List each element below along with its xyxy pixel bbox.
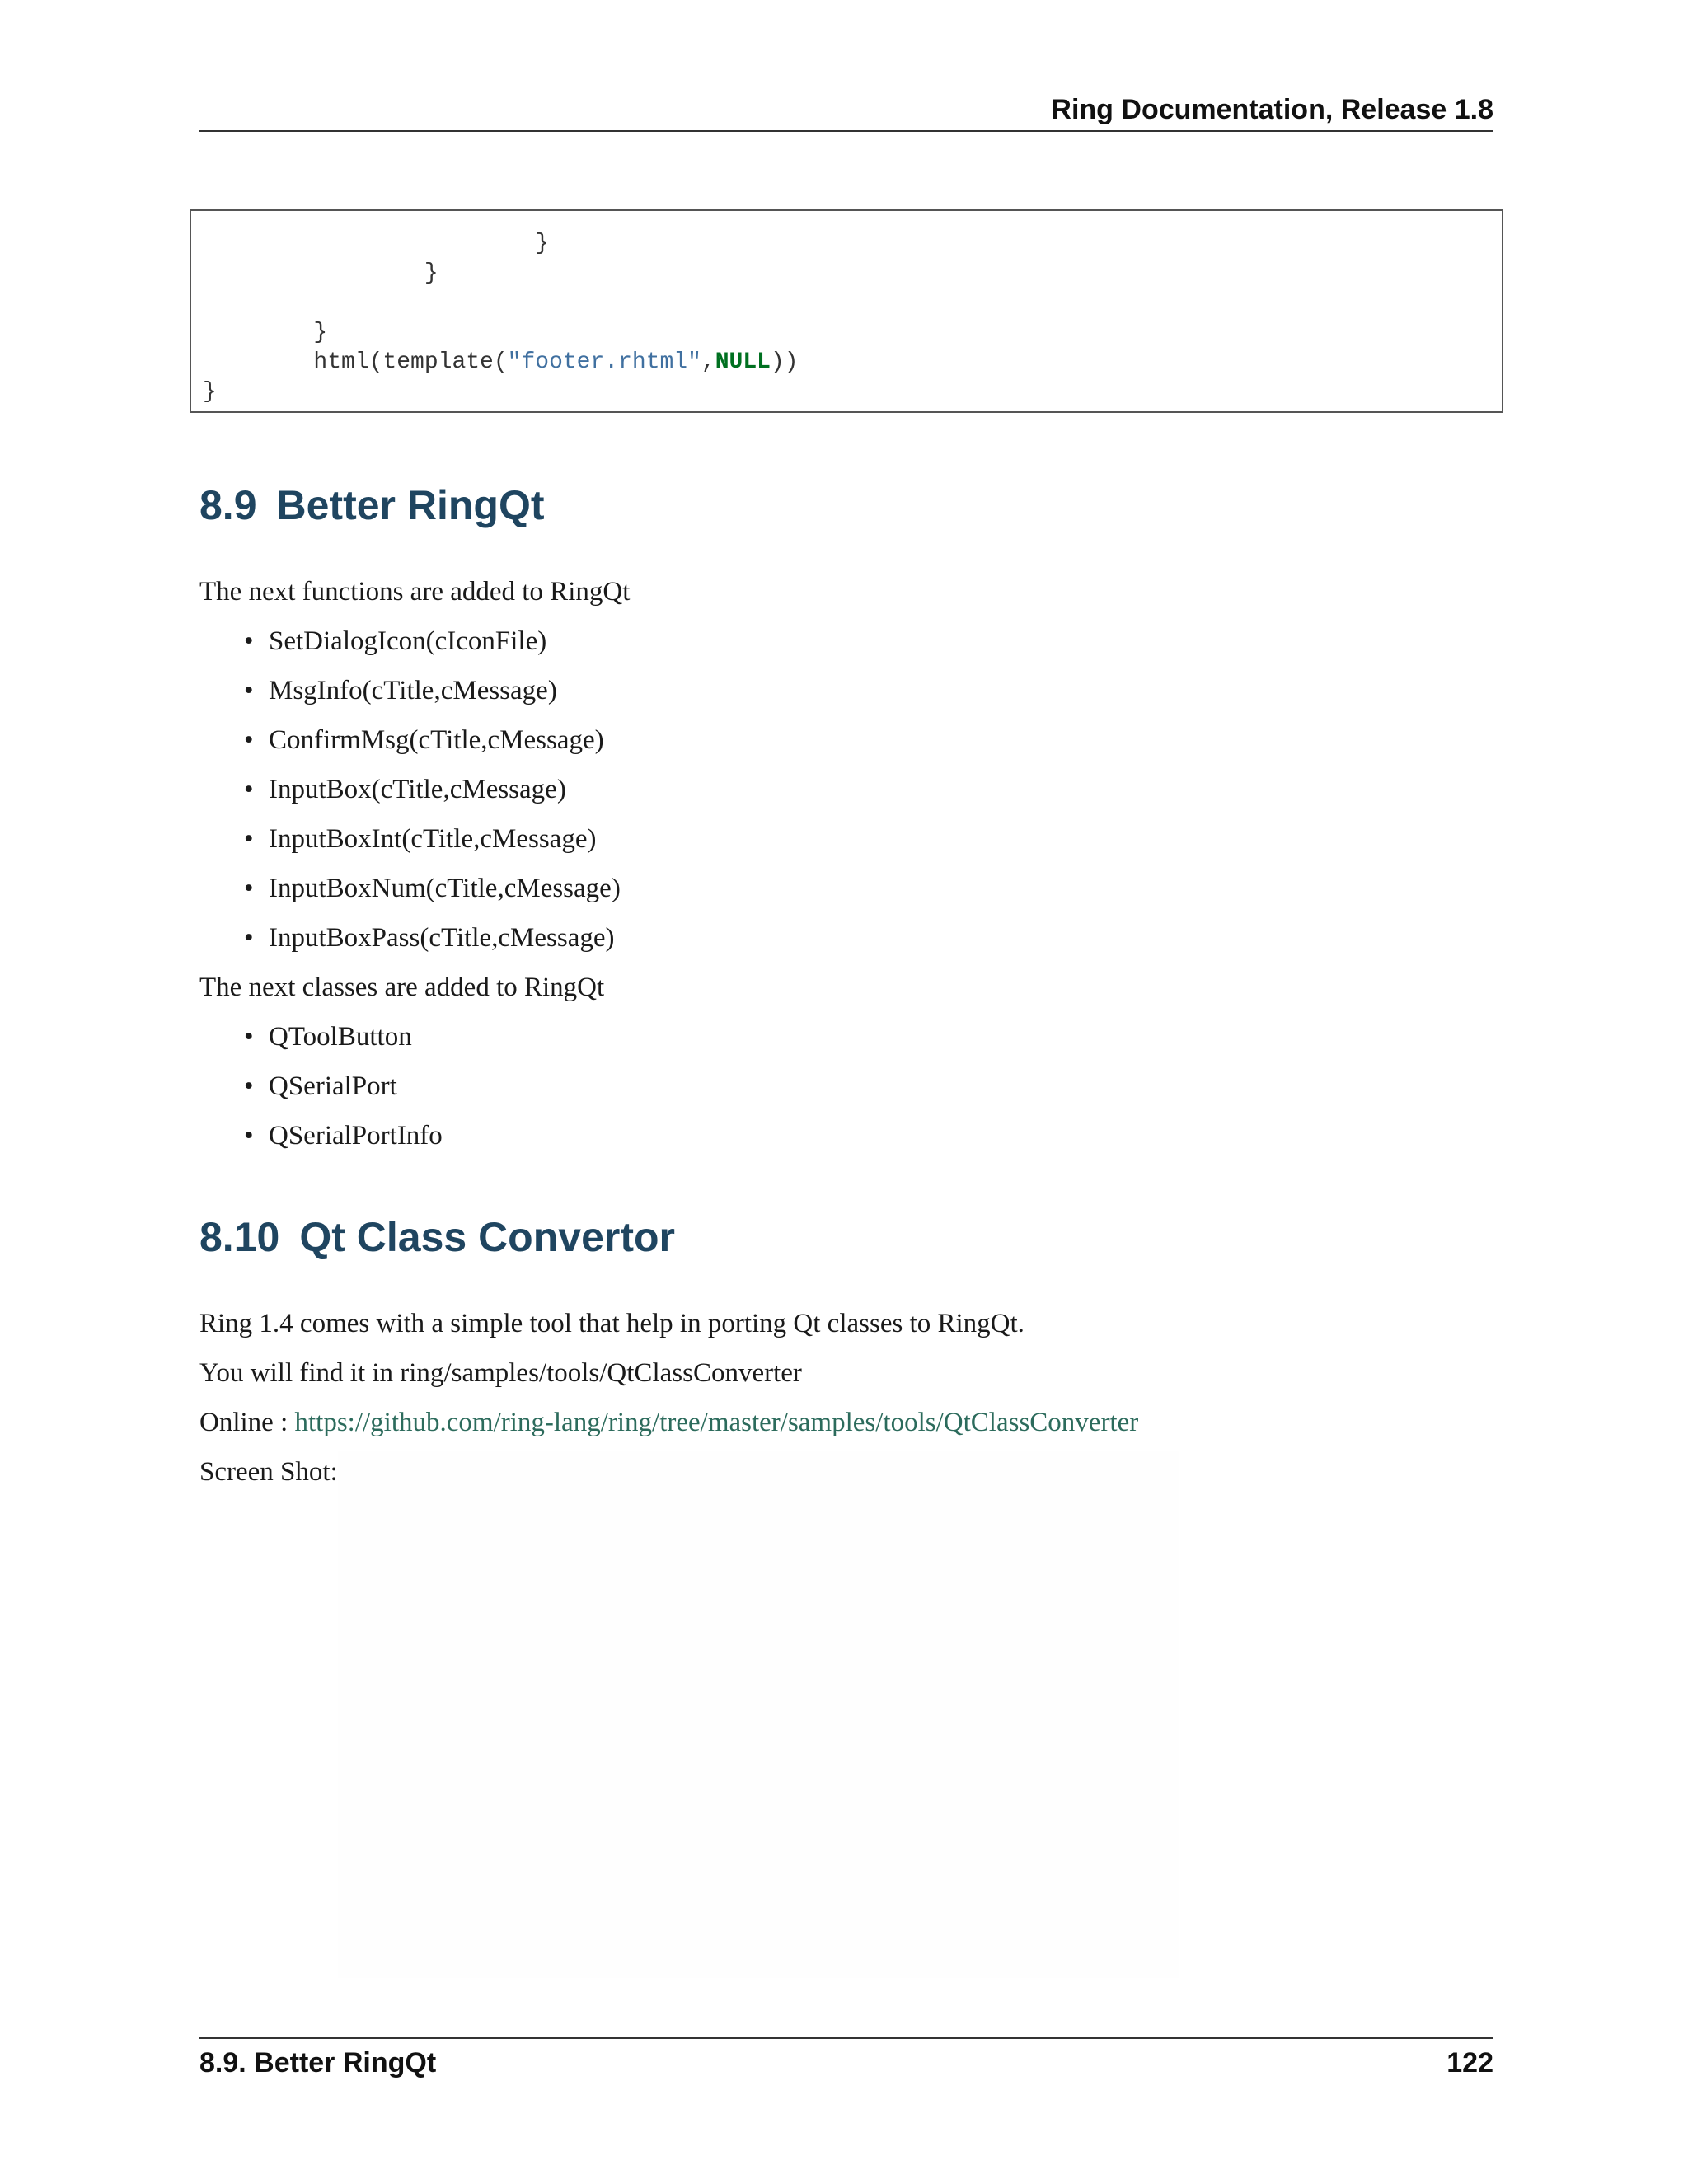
code-keyword: NULL (715, 349, 771, 375)
paragraph-functions-intro: The next functions are added to RingQt (199, 577, 631, 607)
paragraph-tool-intro: Ring 1.4 comes with a simple tool that help in porting Qt classes to RingQt. (199, 1309, 1025, 1338)
code-line: } (424, 260, 438, 286)
code-line: } (535, 231, 550, 256)
paragraph-screenshot-label: Screen Shot: (199, 1457, 338, 1487)
list-item: • InputBoxPass(cTitle,cMessage) (244, 923, 615, 953)
code-line: } (313, 320, 328, 345)
running-header (199, 89, 1493, 132)
list-item: • ConfirmMsg(cTitle,cMessage) (244, 725, 604, 755)
section-heading-8-9: 8.9 Better RingQt (199, 482, 545, 528)
screenshot-placeholder (338, 1451, 1179, 1978)
code-line: } (203, 379, 217, 405)
functions-list (244, 625, 621, 971)
running-footer (199, 2037, 1493, 2087)
code-string: "footer.rhtml" (507, 349, 701, 375)
section-heading-8-10: 8.10 Qt Class Convertor (199, 1214, 675, 1260)
list-item: • QToolButton (244, 1022, 412, 1052)
list-item: • InputBoxNum(cTitle,cMessage) (244, 874, 621, 903)
code-block (190, 209, 1503, 413)
list-item: • QSerialPortInfo (244, 1121, 443, 1151)
list-item: • InputBox(cTitle,cMessage) (244, 775, 566, 804)
paragraph-online: Online : https://github.com/ring-lang/ring/tree/master/samples/tools/QtClassConverter (199, 1408, 1139, 1437)
list-item: • SetDialogIcon(cIconFile) (244, 626, 547, 656)
list-item: • QSerialPort (244, 1071, 397, 1101)
paragraph-classes-intro: The next classes are added to RingQt (199, 972, 605, 1002)
paragraph-tool-location: You will find it in ring/samples/tools/QtClassConverter (199, 1358, 802, 1388)
list-item: • InputBoxInt(cTitle,cMessage) (244, 824, 597, 854)
footer-section-title: 8.9. Better RingQt (199, 2047, 437, 2079)
github-link[interactable]: https://github.com/ring-lang/ring/tree/master/samples/tools/QtClassConverter (294, 1408, 1139, 1437)
list-item: • MsgInfo(cTitle,cMessage) (244, 676, 557, 705)
page-number: 122 (1447, 2047, 1493, 2079)
document-title: Ring Documentation, Release 1.8 (1051, 94, 1493, 125)
code-line: html(template("footer.rhtml",NULL)) (313, 349, 799, 375)
classes-list (244, 1020, 443, 1169)
